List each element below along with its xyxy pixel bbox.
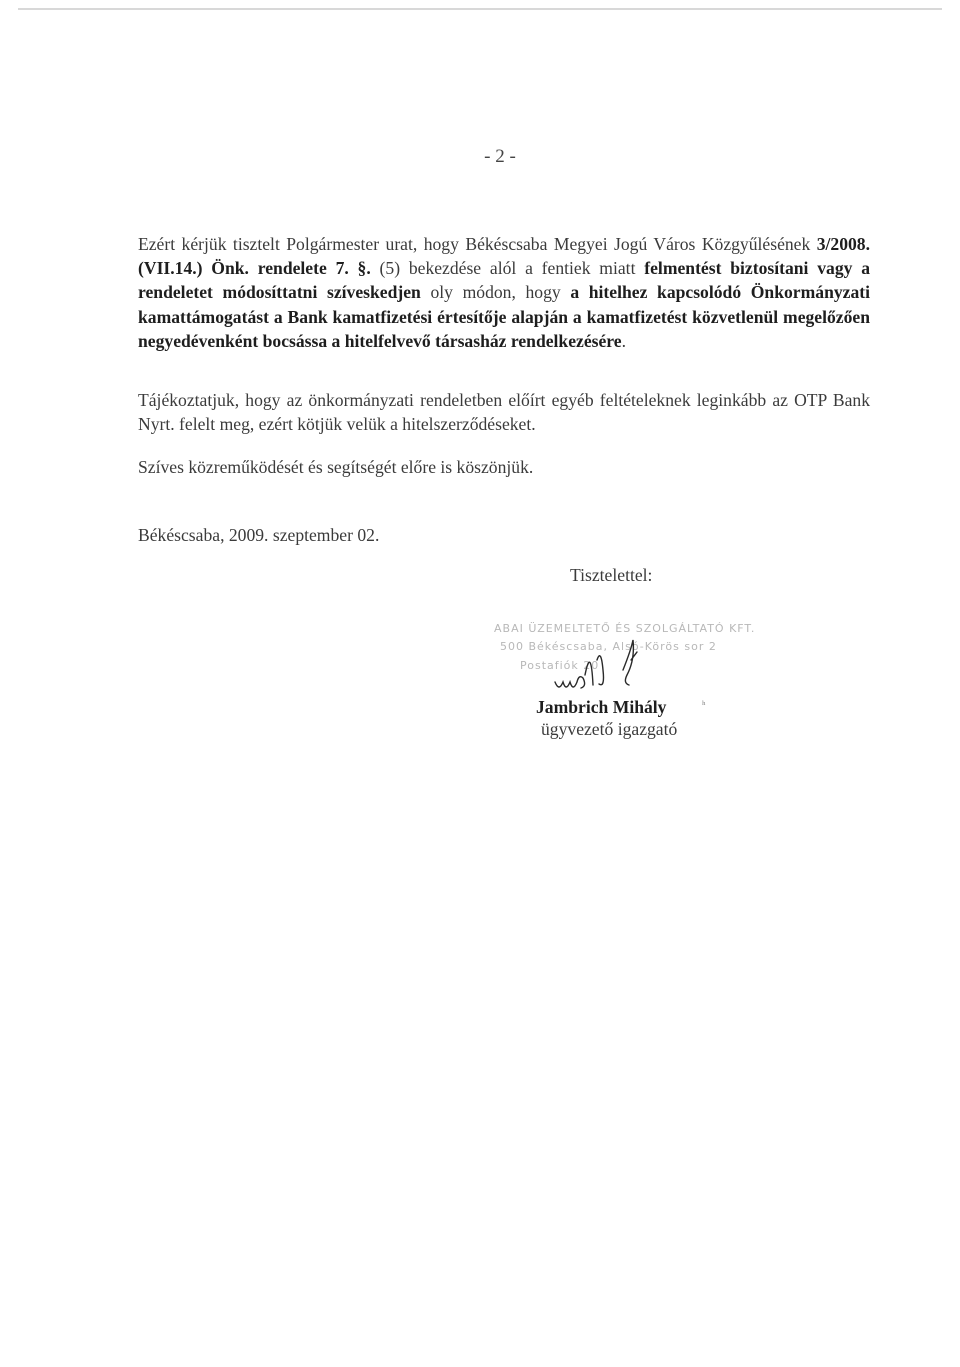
date-line: Békéscsaba, 2009. szeptember 02. bbox=[138, 525, 380, 545]
paragraph-thanks: Szíves közreműködését és segítségét előre is köszönjük. bbox=[138, 457, 534, 477]
paragraph-request bbox=[138, 232, 870, 353]
text-run: . bbox=[621, 330, 627, 351]
signer-name: Jambrich Mihály bbox=[536, 697, 667, 717]
stamp-line: ABAI ÜZEMELTETŐ ÉS SZOLGÁLTATÓ KFT. bbox=[494, 622, 756, 635]
margin-mark: ʰ bbox=[702, 699, 706, 711]
stamp-line: Postafiók 20 bbox=[520, 659, 600, 672]
text-run-bold: felmentést biztosítani vagy a rendeletet módosíttatni szíveskedjen bbox=[138, 258, 870, 303]
scan-top-edge bbox=[18, 8, 942, 10]
text-run: oly módon, hogy bbox=[420, 282, 571, 303]
stamp-line: 500 Békéscsaba, Alsó-Körös sor 2 bbox=[500, 640, 717, 653]
text-run: Ezért kérjük tisztelt Polgármester urat, hogy Békéscsaba Megyei Jogú Város Közgyűlésének bbox=[138, 234, 817, 254]
text-run-bold: a hitelhez kapcsolódó Önkormányzati kamattámogatást a Bank kamatfizetési értesítője alapján a kamatfizetést közvetlenül megelőzően negyedévenként bocsássa a hitelfelvevő társasház rendelkezésére bbox=[138, 282, 870, 351]
signer-title: ügyvezető igazgató bbox=[541, 719, 678, 739]
paragraph-information: Tájékoztatjuk, hogy az önkormányzati rendeletben előírt egyéb feltételeknek leginkább az OTP Bank Nyrt. felelt meg, ezért kötjük velük a hitelszerződéseket. bbox=[138, 390, 870, 435]
text-run-bold: 3/2008.(VII.14.) Önk. rendelete 7. §. bbox=[138, 234, 870, 279]
text-run: (5) bekezdése alól a fentiek miatt bbox=[370, 258, 645, 279]
closing-salutation: Tisztelettel: bbox=[570, 565, 653, 585]
page-number: - 2 - bbox=[484, 146, 516, 167]
